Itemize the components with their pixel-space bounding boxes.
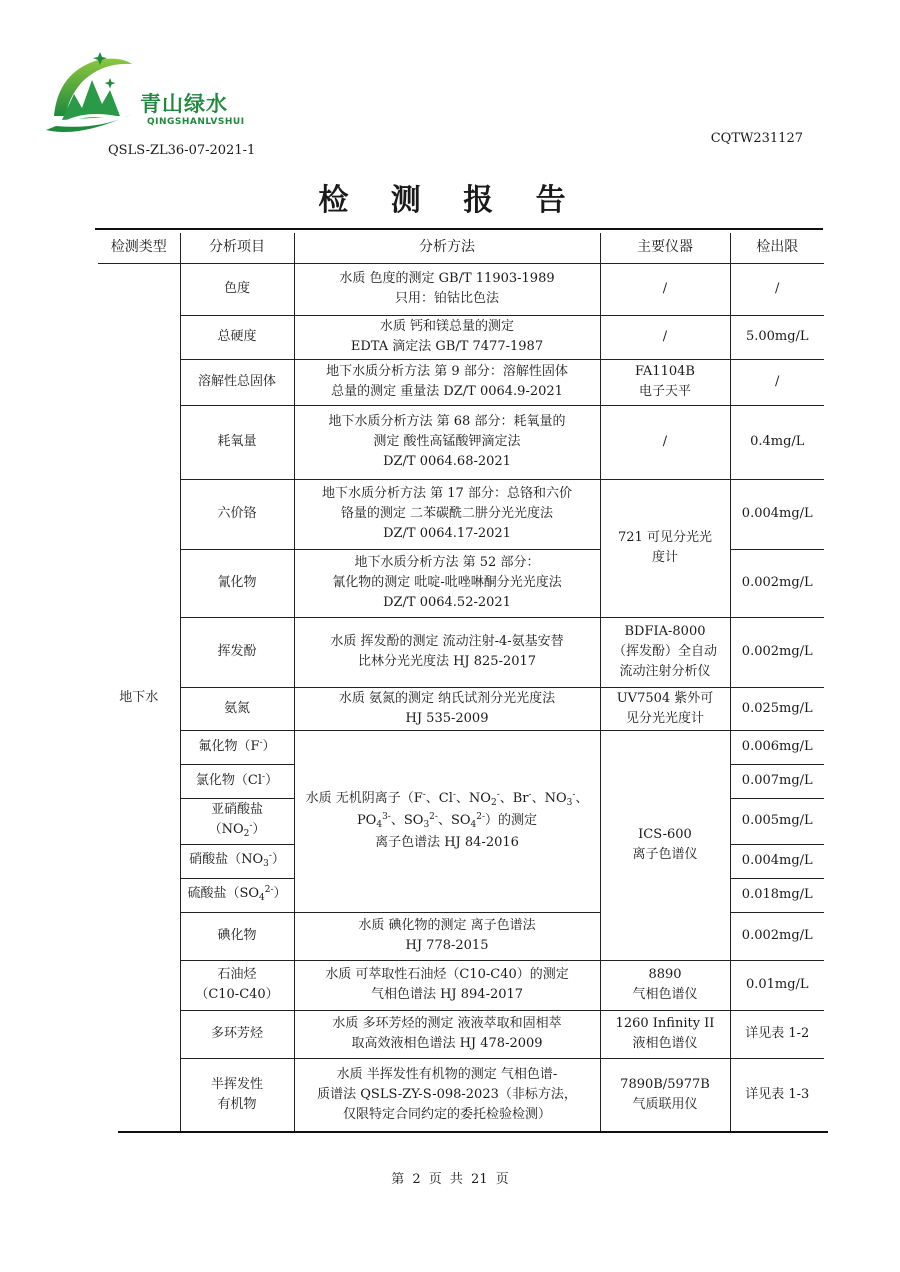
method-text: ）的测定 [485,813,538,829]
item-text [184,820,291,842]
method-line: 水质 色度的测定 GB/T 11903-1989 [339,270,555,286]
item-cell: 总硬度 [180,315,294,359]
method-cell [294,315,600,359]
header-type: 检测类型 [98,233,180,263]
ion-subscript: 4 [470,820,477,831]
instrument-line: ICS-600 [638,827,692,843]
limit-cell: 0.002mg/L [730,912,824,960]
method-line: 水质 可萃取性石油烃（C10-C40）的测定 [325,967,569,983]
item-cell: 挥发酚 [180,617,294,687]
method-cell [294,479,600,549]
method-text: 、 [575,791,589,807]
ion-subscript: 3 [566,798,573,809]
item-cell: 多环芳烃 [180,1010,294,1058]
ion-charge: - [452,790,456,801]
ion-charge: 2- [264,885,274,896]
method-line: 取高效液相色谱法 HJ 478-2009 [351,1036,543,1052]
limit-cell: 0.005mg/L [730,798,824,844]
method-text: 、SO [437,813,471,829]
instrument-line: 721 可见分光光 [618,529,712,545]
ion-subscript: 2 [490,798,497,809]
item-text: 石油烃 [217,967,257,983]
method-line: 水质 钙和镁总量的测定 [379,318,515,334]
item-cell [180,798,294,844]
logo-name: 青山绿水 [140,92,228,116]
table-row [98,263,824,315]
table-row [98,617,824,687]
method-cell [294,617,600,687]
limit-cell: 0.006mg/L [730,730,824,764]
bottom-rule [118,1131,828,1133]
ion-charge: 2- [429,812,438,823]
instrument-cell: / [600,263,730,315]
method-text: 、Cl [425,791,453,807]
item-text: 硝酸盐（NO [189,852,264,868]
method-line: EDTA 滴定法 GB/T 7477-1987 [350,339,544,354]
instrument-cell [600,687,730,730]
ion-subscript: 4 [259,893,265,904]
limit-cell: 0.004mg/L [730,479,824,549]
logo-subtitle: QINGSHANLVSHUI [147,117,245,127]
header-method: 分析方法 [294,233,600,263]
method-line: 水质 多环芳烃的测定 液液萃取和固相萃 [332,1016,562,1032]
method-line: 气相色谱法 HJ 894-2017 [370,987,524,1003]
ion-charge: 3- [382,812,391,823]
limit-cell: 详见表 1-2 [730,1010,824,1058]
item-cell: 碘化物 [180,912,294,960]
method-cell [294,549,600,617]
page-title: 检 测 报 告 [318,183,582,218]
test-method-table [98,233,824,1133]
item-text: ） [271,852,285,868]
method-line: 水质 氨氮的测定 纳氏试剂分光光度法 [338,690,556,706]
method-cell [294,405,600,479]
method-line: 氰化物的测定 吡啶-吡唑啉酮分光光度法 [332,574,562,590]
ion-charge: - [268,851,272,862]
item-text: 亚硝酸盐 [210,802,263,818]
method-cell [294,359,600,405]
instrument-line: FA1104B [635,363,695,379]
method-line: 只用：铂钴比色法 [394,291,499,306]
method-cell [294,960,600,1010]
instrument-line: 8890 [648,967,682,983]
method-line: 地下水质分析方法 第 52 部分： [354,554,540,570]
table-row [98,479,824,549]
limit-cell: 0.018mg/L [730,878,824,912]
instrument-cell [600,359,730,405]
item-text: （C10-C40） [195,987,279,1003]
ion-charge: - [249,821,253,832]
instrument-line: 气相色谱仪 [632,987,698,1003]
top-rule [95,228,823,230]
item-cell [180,730,294,764]
item-text: 硫酸盐（SO [187,886,260,902]
instrument-line: 离子色谱仪 [632,847,698,863]
method-line: 仅限特定合同约定的委托检验检测） [342,1107,551,1123]
instrument-line: BDFIA-8000 [624,623,706,639]
method-text: 、NO [531,791,567,807]
item-text: （NO [208,822,244,838]
method-line: 测定 酸性高锰酸钾滴定法 [373,433,521,449]
method-line: 离子色谱法 HJ 84-2016 [375,835,519,851]
instrument-cell [600,1010,730,1058]
method-text: 、SO [390,813,424,829]
method-line: DZ/T 0064.52-2021 [383,595,511,611]
instrument-cell: / [600,405,730,479]
limit-cell: 0.002mg/L [730,549,824,617]
instrument-cell: / [600,315,730,359]
method-text: 、Br [499,791,529,807]
item-text: ） [273,886,287,902]
item-cell: 六价铬 [180,479,294,549]
method-line: 比林分光光度法 HJ 825-2017 [357,654,537,669]
method-line [298,789,597,811]
method-cell [294,687,600,730]
method-line: 水质 碘化物的测定 离子色谱法 [358,918,536,934]
table-header-row [98,233,824,263]
item-cell [180,844,294,878]
limit-cell: 0.002mg/L [730,617,824,687]
table-row [98,687,824,730]
item-text: 氯化物（Cl [195,773,263,789]
method-line: 质谱法 QSLS-ZY-S-098-2023（非标方法， [317,1087,577,1103]
item-cell: 溶解性总固体 [180,359,294,405]
ion-subscript: 3 [263,859,269,870]
method-cell [294,263,600,315]
item-cell [180,960,294,1010]
instrument-line: 7890B/5977B [620,1077,710,1093]
method-line: HJ 778-2015 [405,938,489,954]
limit-cell: 0.01mg/L [730,960,824,1010]
instrument-cell [600,1058,730,1132]
category-cell: 地下水 [98,263,180,1132]
instrument-line: 液相色谱仪 [632,1036,698,1052]
limit-cell: 5.00mg/L [730,315,824,359]
instrument-cell [600,617,730,687]
item-cell: 耗氧量 [180,405,294,479]
method-cell [294,1010,600,1058]
ion-charge: - [259,738,263,749]
instrument-line: 流动注射分析仪 [619,664,711,680]
method-cell [294,1058,600,1132]
item-cell: 色度 [180,263,294,315]
method-line: 地下水质分析方法 第 68 部分：耗氧量的 [328,413,566,429]
table-row [98,1010,824,1058]
method-line [298,811,597,833]
limit-cell: / [730,263,824,315]
ion-charge: - [572,790,576,801]
limit-cell: 0.4mg/L [730,405,824,479]
document-code: QSLS-ZL36-07-2021-1 [108,143,256,158]
header-limit: 检出限 [730,233,824,263]
table-row [98,405,824,479]
instrument-line: （挥发酚）全自动 [612,643,717,659]
method-line: HJ 535-2009 [405,710,489,726]
method-line: 地下水质分析方法 第 9 部分：溶解性固体 [326,363,568,379]
ion-subscript: 4 [376,820,383,831]
item-cell [180,1058,294,1132]
instrument-cell [600,730,730,960]
instrument-line: UV7504 紫外可 [616,690,714,706]
ion-charge: - [422,790,426,801]
ion-charge: - [262,772,266,783]
instrument-line: 电子天平 [638,384,691,399]
table-row [98,730,824,764]
header-instrument: 主要仪器 [600,233,730,263]
table-row [98,960,824,1010]
header-item: 分析项目 [180,233,294,263]
item-cell [180,764,294,798]
ion-charge: 2- [476,812,486,823]
table-row [98,1058,824,1132]
item-text: 有机物 [217,1097,257,1113]
method-text: 、NO [455,791,491,807]
limit-cell: 0.007mg/L [730,764,824,798]
limit-cell: 0.025mg/L [730,687,824,730]
instrument-line: 1260 Infinity II [615,1016,715,1032]
method-line: 水质 挥发酚的测定 流动注射-4-氨基安替 [330,633,564,649]
ion-charge: - [528,790,532,801]
limit-cell: 详见表 1-3 [730,1058,824,1132]
limit-cell: 0.004mg/L [730,844,824,878]
item-cell [180,878,294,912]
method-line: 总量的测定 重量法 DZ/T 0064.9-2021 [331,384,563,399]
method-line: 铬量的测定 二苯碳酰二肼分光光度法 [340,505,554,521]
instrument-cell [600,960,730,1010]
instrument-line: 气质联用仪 [632,1097,698,1113]
report-number: CQTW231127 [710,131,803,146]
method-line: 地下水质分析方法 第 17 部分：总铬和六价 [322,485,572,501]
item-text: 半挥发性 [210,1077,263,1093]
limit-cell: / [730,359,824,405]
ion-charge: - [496,790,500,801]
table-row [98,359,824,405]
method-cell [294,912,600,960]
item-text: 氟化物（F [198,739,260,755]
item-text: ） [262,739,276,755]
method-cell [294,730,600,912]
instrument-line: 度计 [651,550,678,565]
item-text: ） [252,822,266,838]
instrument-cell [600,479,730,617]
method-line: DZ/T 0064.17-2021 [383,526,511,542]
table-row [98,315,824,359]
item-cell: 氨氮 [180,687,294,730]
method-line: DZ/T 0064.68-2021 [383,454,511,470]
method-line: 水质 半挥发性有机物的测定 气相色谱- [336,1067,558,1083]
instrument-line: 见分光光度计 [625,710,704,726]
ion-subscript: 2 [243,829,250,840]
item-text: ） [265,773,279,789]
item-cell: 氰化物 [180,549,294,617]
page-number: 第 2 页 共 21 页 [391,1172,509,1187]
ion-subscript: 3 [423,820,430,831]
method-text: 水质 无机阴离子（F [305,791,423,807]
method-text: PO [356,813,377,829]
